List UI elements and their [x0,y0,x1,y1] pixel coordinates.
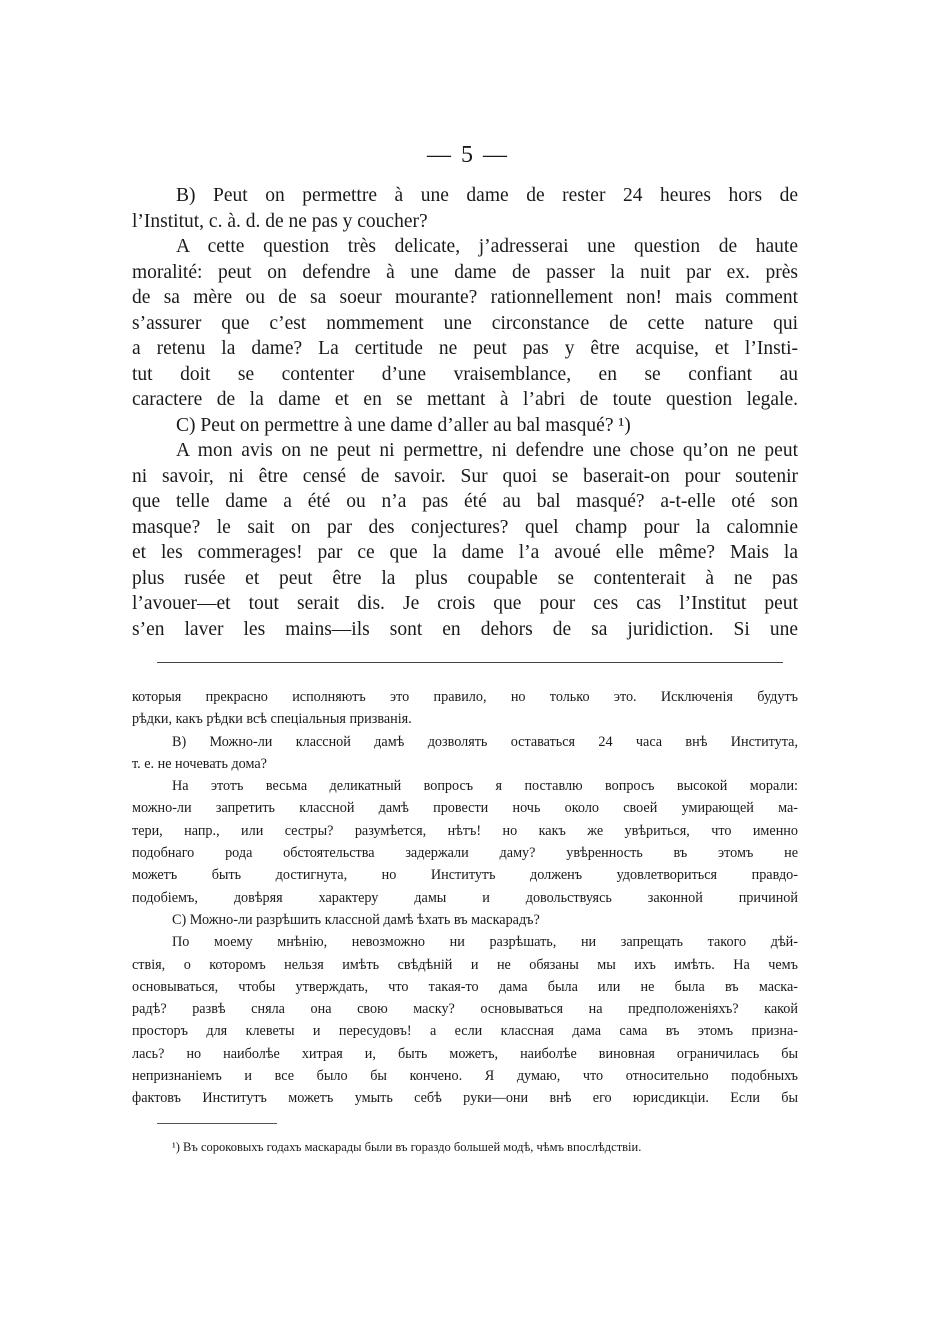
text-line: A mon avis on ne peut ni permettre, ni defendre une chose qu’on ne peut [176,440,798,461]
text-line: которыя прекрасно исполняютъ это правило, но только это. Исключенія будутъ [132,689,798,705]
russian-paragraph-b-answer [132,775,798,909]
french-paragraph-b [132,183,798,234]
text-line: На этотъ весьма деликатный вопросъ я поставлю вопросъ высокой морали: [172,778,798,795]
text-line: можетъ быть достигнута, но Институтъ долженъ удовлетвориться правдо- [132,867,798,884]
russian-paragraph-c [132,909,798,931]
text-line: masque? le sait on par des conjectures? quel champ pour la calomnie [132,516,798,538]
text-line: В) Можно-ли классной дамѣ дозволять оставаться 24 часа внѣ Института, [172,733,798,750]
text-line: caractere de la dame et en se mettant à l’abri de toute question legale. [132,389,798,410]
russian-paragraph-continuation [132,686,798,731]
footnote-divider [157,1123,277,1124]
russian-paragraph-c-answer [132,931,798,1109]
text-line: подобнаго рода обстоятельства задержали даму? увѣренность въ этомъ не [132,845,798,862]
text-line: подобіемъ, довѣряя характеру дамы и довольствуясь законной причиной [132,889,798,906]
text-line: фактовъ Институтъ можетъ умыть себѣ руки—они внѣ его юрисдикціи. Если бы [132,1090,798,1107]
section-divider [157,662,783,663]
text-line: можно-ли запретить классной дамѣ провести ночь около своей умирающей ма- [132,800,798,817]
russian-text-block [132,686,798,1110]
page-number: — 5 — [427,142,509,168]
text-line: радѣ? развѣ сняла она свою маску? основываться на предположеніяхъ? какой [132,1001,798,1018]
text-line: moralité: peut on defendre à une dame de passer la nuit par ex. près [132,261,798,283]
text-line: просторъ для клеветы и пересудовъ! а если классная дама сама въ этомъ призна- [132,1023,798,1040]
text-line: A cette question très delicate, j’adresserai une question de haute [176,236,798,257]
text-line: тери, напр., или сестры? разумѣется, нѣтъ! но какъ же увѣриться, что именно [132,822,798,839]
text-line: s’assurer que c’est nommement une circonstance de cette nature qui [132,312,798,334]
text-line: C) Peut on permettre à une dame d’aller au bal masqué? ¹) [176,414,631,436]
french-paragraph-c [132,413,798,439]
text-line: По моему мнѣнію, невозможно ни разрѣшать, ни запрещать такого дѣй- [172,934,798,951]
text-line: ствія, о которомъ нельзя имѣть свѣдѣній и не обязаны мы ихъ имѣть. На чемъ [132,956,798,973]
text-line: tut doit se contenter d’une vraisemblance, en se confiant au [132,363,798,385]
text-line: que telle dame a été ou n’a pas été au bal masqué? a-t-elle oté son [132,491,798,512]
text-line: B) Peut on permettre à une dame de rester 24 heures hors de [176,185,798,206]
text-line: основываться, чтобы утверждать, что такая-то дама была или не была въ маска- [132,978,798,995]
text-line: s’en laver les mains—ils sont en dehors de sa juridiction. Si une [132,618,798,640]
text-line: лась? но наиболѣе хитрая и, быть можетъ, наиболѣе виновная ограничилась бы [132,1045,798,1062]
text-line: т. е. не ночевать дома? [132,755,267,772]
text-line: de sa mère ou de sa soeur mourante? rationnellement non! mais comment [132,287,798,308]
text-line: ni savoir, ni être censé de savoir. Sur quoi se baserait-on pour soutenir [132,465,798,487]
footnote: ¹) Въ сороковыхъ годахъ маскарады были въ гораздо большей модѣ, чѣмъ впослѣдствіи. [172,1140,642,1154]
french-paragraph-c-answer [132,438,798,642]
text-line: et les commerages! par ce que la dame l’a avoué elle même? Mais la [132,542,798,563]
french-text-block [132,183,798,642]
text-line: l’Institut, c. à. d. de ne pas y coucher? [132,210,428,232]
text-line: рѣдки, какъ рѣдки всѣ спеціальныя призванія. [132,711,412,728]
text-line: С) Можно-ли разрѣшить классной дамѣ ѣхать въ маскарадъ? [172,911,540,928]
text-line: plus rusée et peut être la plus coupable se contenterait à ne pas [132,567,798,589]
text-line: непризнаніемъ и все было бы кончено. Я думаю, что относительно подобныхъ [132,1068,798,1085]
text-line: l’avouer—et tout serait dis. Je crois que pour ces cas l’Institut peut [132,593,798,614]
russian-paragraph-b [132,731,798,776]
french-paragraph-b-answer [132,234,798,413]
text-line: a retenu la dame? La certitude ne peut pas y être acquise, et l’Insti- [132,338,798,359]
